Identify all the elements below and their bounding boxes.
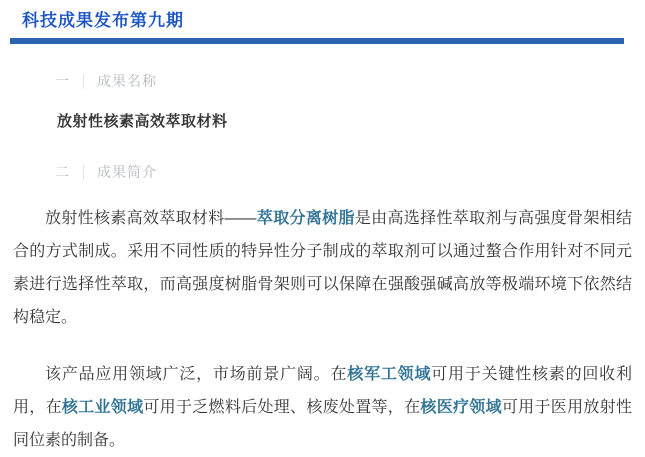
section-divider (83, 74, 84, 89)
text-segment: 可用于关键性核素的回收利用，在 (13, 366, 632, 416)
text-segment: 该产品应用领域广泛，市场前景广阔。在 (45, 366, 348, 383)
achievement-name: 放射性核素高效萃取材料 (57, 113, 228, 130)
text-segment: 可用于乏燃料后处理、核废处置等，在 (143, 399, 421, 416)
title-underline-bar (10, 38, 624, 44)
section-label: 成果简介 (97, 164, 157, 180)
text-segment: 放射性核素高效萃取材料—— (45, 210, 257, 227)
section-heading-name (55, 71, 645, 91)
text-segment: 是由高选择性萃取剂与高强度骨架相结合的方式制成。采用不同性质的特异性分子制成的萃取剂可以通过螯合作用针对不同元素进行选择性萃取，而高强度树脂骨架则可以保障在强酸强碱高放等极端环境下依然结构稳定。 (13, 210, 632, 326)
section-label: 成果名称 (97, 73, 157, 89)
highlight-term: 萃取分离树脂 (256, 210, 355, 227)
highlight-term: 核医疗领域 (420, 399, 502, 416)
section-heading-intro (55, 162, 645, 182)
text-segment: 可用于医用放射性同位素的制备。 (13, 399, 632, 449)
section-divider (83, 165, 84, 180)
page-header (0, 0, 645, 33)
highlight-term: 核工业领域 (61, 399, 144, 416)
section-number: 一 (55, 73, 70, 89)
intro-paragraph-2 (13, 358, 632, 457)
intro-paragraph-1 (13, 202, 632, 334)
section-number: 二 (55, 164, 70, 180)
page-title: 科技成果发布第九期 (22, 11, 184, 30)
highlight-term: 核军工领域 (347, 366, 432, 383)
